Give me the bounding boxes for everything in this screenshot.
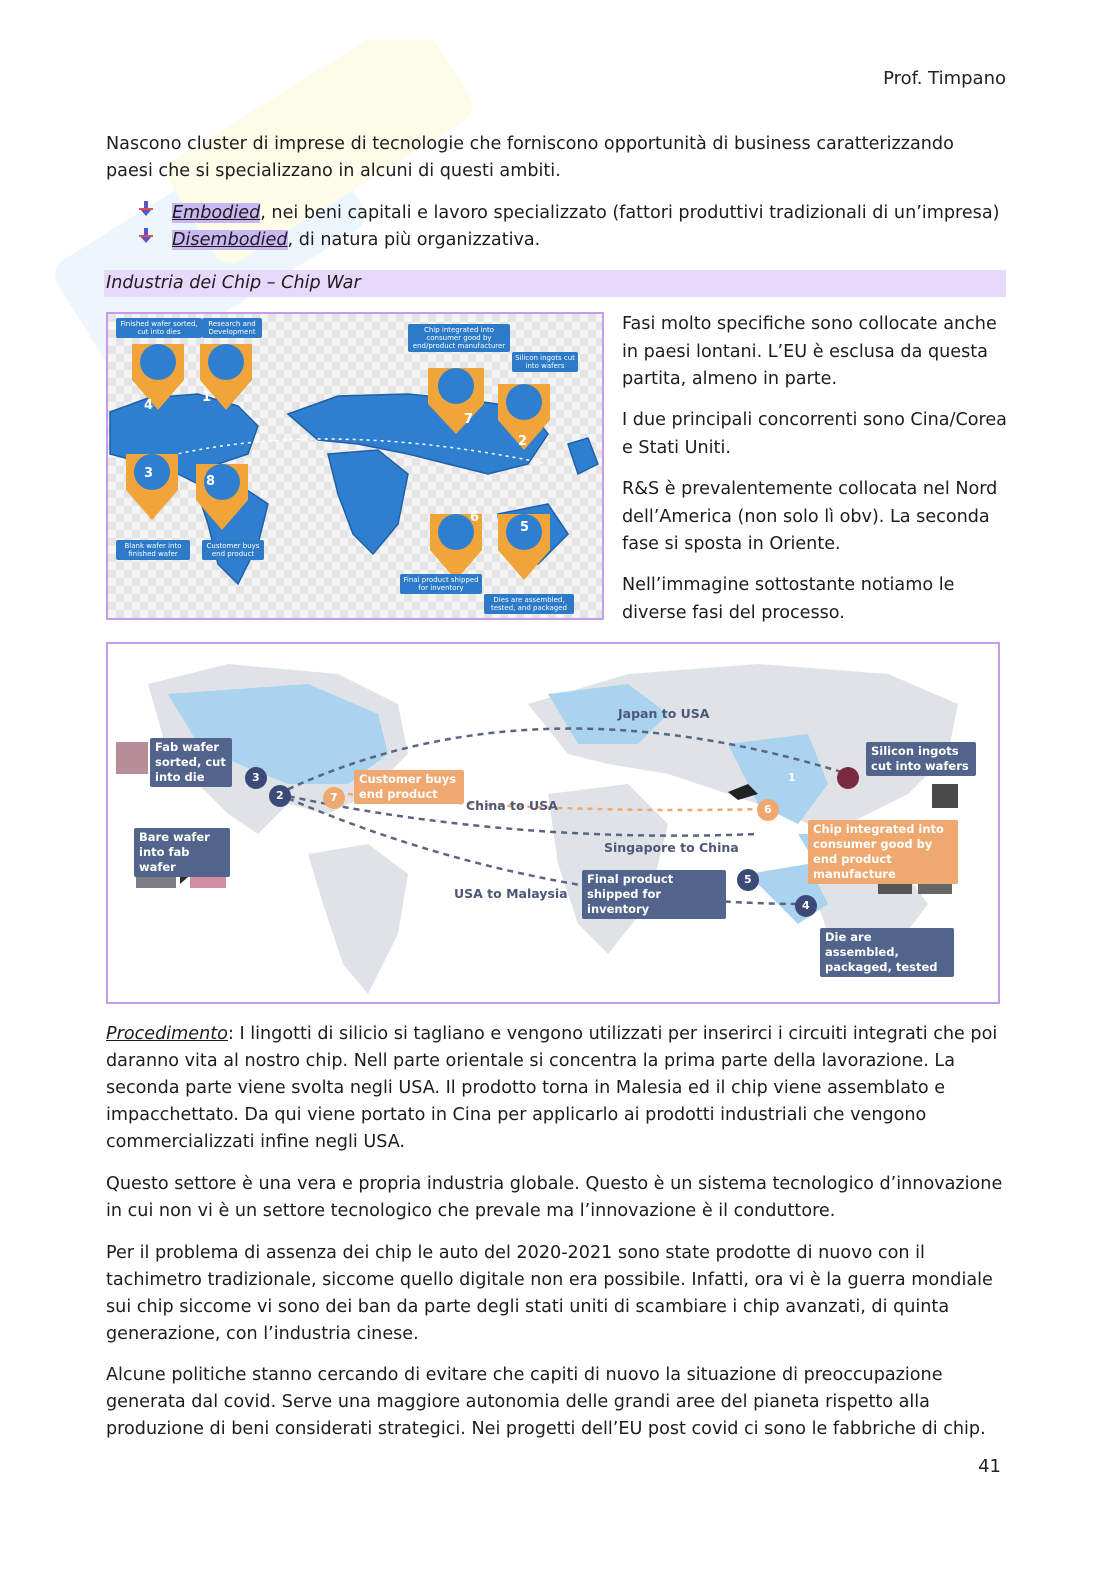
author-header: Prof. Timpano — [883, 68, 1006, 89]
fig1-num-3: 3 — [144, 466, 154, 481]
section-title: Industria dei Chip – Chip War — [104, 270, 1006, 297]
fig1-num-6: 6 — [470, 510, 480, 525]
side-paragraph-3: R&S è prevalentemente collocata nel Nord dell’America (non solo lì obv). La seconda fase si sposta in Oriente. — [622, 479, 998, 554]
callout-final-product: Final product shipped for inventory — [582, 870, 726, 919]
bullet-embodied — [138, 200, 1000, 227]
chip-supply-route-map — [106, 642, 1000, 1004]
route-singapore-china: Singapore to China — [604, 840, 739, 855]
callout-fab-wafer: Fab wafer sorted, cut into die — [150, 738, 232, 787]
fig1-label-chip-integrated: Chip integrated into consumer good by end/product manufacturer — [408, 324, 510, 352]
fig1-num-5: 5 — [520, 520, 530, 535]
fig1-label-rnd: Research and Development — [202, 318, 262, 338]
chip-supply-3d-map — [106, 312, 604, 620]
bullet-text-embodied: , nei beni capitali e lavoro specializzato (fattori produttivi tradizionali di un’impresa) — [260, 203, 1000, 223]
fig2-num-5: 5 — [744, 873, 752, 886]
fig2-num-7: 7 — [330, 791, 338, 804]
fig2-num-6: 6 — [764, 803, 772, 816]
bullet-arrow-icon — [138, 200, 172, 227]
fig1-label-final-product: Final product shipped for inventory — [400, 574, 482, 594]
fig1-label-blank-wafer: Blank wafer into finished wafer — [116, 540, 190, 560]
fig1-num-8: 8 — [206, 474, 216, 489]
fig2-num-2: 2 — [276, 789, 284, 802]
route-china-usa: China to USA — [466, 798, 558, 813]
fig1-label-customer-buys: Customer buys end product — [202, 540, 264, 560]
procedimento-label: Procedimento — [106, 1024, 228, 1044]
paragraph-chip-shortage: Per il problema di assenza dei chip le auto del 2020-2021 sono state prodotte di nuovo con il tachimetro tradizionale, siccome quello digitale non era possibile. Infatti, ora vi è la guerra mondiale sui chip siccome vi sono dei ban da parte degli stati uniti di scambiare i chip avanzati, di quinta generazione, con l’industria cinese. — [106, 1243, 993, 1344]
fig2-num-4: 4 — [802, 899, 810, 912]
callout-die-assembled: Die are assembled, packaged, tested — [820, 928, 954, 977]
fig1-label-finished-wafer: Finished wafer sorted, cut into dies — [116, 318, 202, 338]
fig1-num-2: 2 — [518, 434, 528, 449]
fig1-label-dies-assembled: Dies are assembled, tested, and packaged — [484, 594, 574, 614]
intro-paragraph: Nascono cluster di imprese di tecnologie che forniscono opportunità di business caratterizzando paesi che si specializzano in alcuni di questi ambiti. — [106, 134, 954, 181]
procedimento-text: : I lingotti di silicio si tagliano e vengono utilizzati per inserirci i circuiti integrati che poi daranno vita al nostro chip. Nell parte orientale si concentra la prima parte della lavorazione. La seconda parte viene svolta negli USA. Il prodotto torna in Malesia ed il chip viene assemblato e impacchettato. Da qui viene portato in Cina per applicarlo ai prodotti industriali che vengono commercializzati infine negli USA. — [106, 1024, 998, 1152]
term-embodied: Embodied — [172, 203, 261, 223]
term-disembodied: Disembodied — [172, 230, 288, 250]
procedimento-paragraph — [106, 1021, 1006, 1156]
fig1-num-4: 4 — [144, 398, 154, 413]
paragraph-global-industry: Questo settore è una vera e propria industria globale. Questo è un sistema tecnologico d’innovazione in cui non vi è un settore tecnologico che prevale ma l’innovazione è il conduttore. — [106, 1174, 1003, 1221]
side-paragraph-2: I due principali concorrenti sono Cina/Corea e Stati Uniti. — [622, 410, 1007, 458]
side-paragraph-4: Nell’immagine sottostante notiamo le diverse fasi del processo. — [622, 575, 955, 623]
route-japan-usa: Japan to USA — [618, 706, 710, 721]
callout-chip-integrated: Chip integrated into consumer good by end product manufacture — [808, 820, 958, 884]
fig1-label-silicon-ingots: Silicon ingots cut into wafers — [512, 352, 578, 372]
route-usa-malaysia: USA to Malaysia — [454, 886, 568, 901]
callout-customer-buys: Customer buys end product — [354, 770, 464, 804]
fig2-num-3: 3 — [252, 771, 260, 784]
bullet-disembodied — [138, 227, 540, 254]
side-paragraph-1: Fasi molto specifiche sono collocate anche in paesi lontani. L’EU è esclusa da questa partita, almeno in parte. — [622, 314, 997, 389]
bullet-text-disembodied: , di natura più organizzativa. — [287, 230, 541, 250]
callout-bare-wafer: Bare wafer into fab wafer — [134, 828, 230, 877]
fig1-num-7: 7 — [464, 412, 474, 427]
page-number: 41 — [978, 1456, 1001, 1477]
callout-silicon-ingots: Silicon ingots cut into wafers — [866, 742, 976, 776]
bullet-arrow-icon — [138, 227, 172, 254]
fig2-num-1: 1 — [788, 771, 796, 784]
paragraph-policies: Alcune politiche stanno cercando di evitare che capiti di nuovo la situazione di preoccupazione generata dal covid. Serve una maggiore autonomia delle grandi aree del pianeta rispetto alla produzione di beni considerati strategici. Nei progetti dell’EU post covid ci sono le fabbriche di chip. — [106, 1365, 986, 1439]
fig1-num-1: 1 — [202, 390, 212, 405]
